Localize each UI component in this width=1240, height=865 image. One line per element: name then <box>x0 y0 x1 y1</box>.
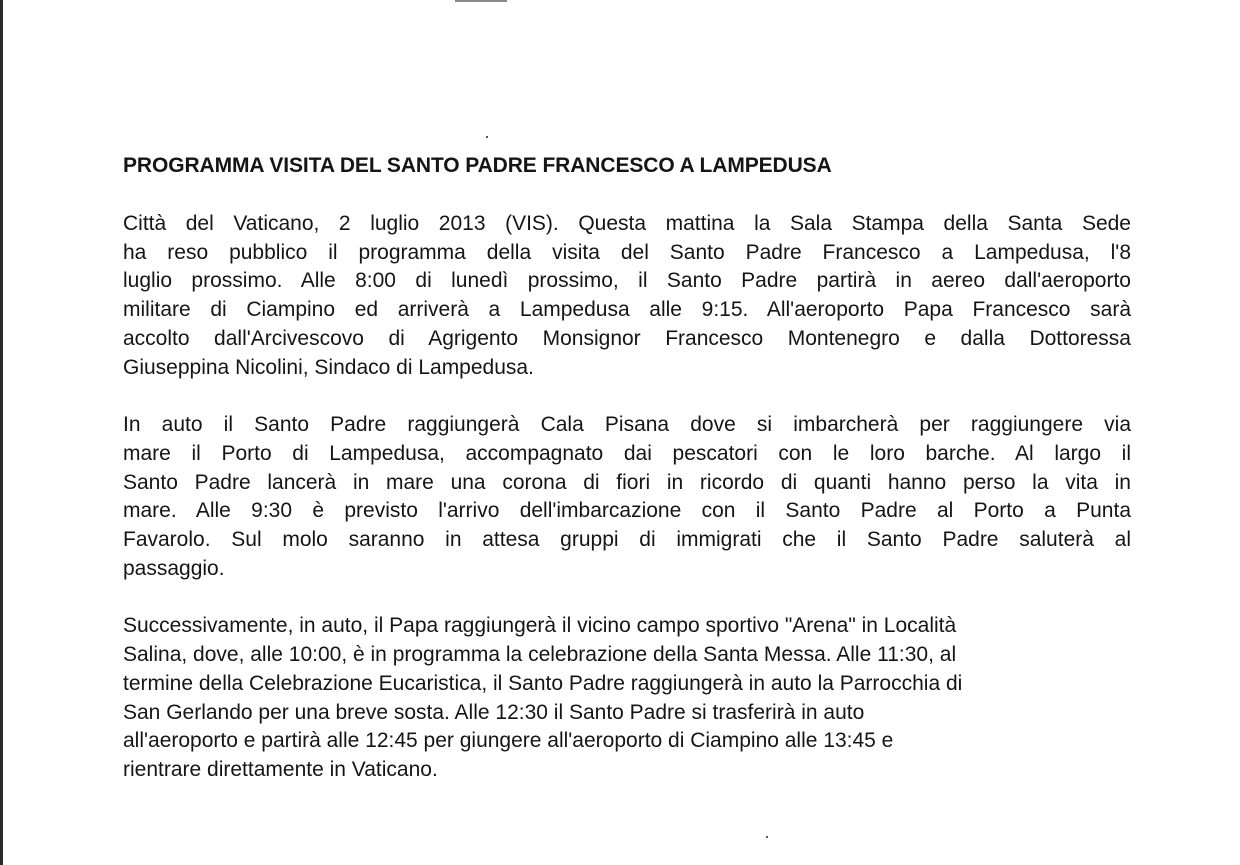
document-page <box>123 152 1131 814</box>
paragraph-3 <box>123 612 1131 784</box>
text-line: Santo Padre lancerà in mare una corona di fiori in ricordo di quanti hanno perso la vita in <box>123 470 1131 494</box>
scan-artifact-dot <box>766 836 768 838</box>
paragraph-1 <box>123 210 1131 382</box>
document-title: PROGRAMMA VISITA DEL SANTO PADRE FRANCESCO A LAMPEDUSA <box>123 154 832 177</box>
text-line: Favarolo. Sul molo saranno in attesa gruppi di immigrati che il Santo Padre saluterà al <box>123 528 1131 552</box>
text-line: all'aeroporto e partirà alle 12:45 per giungere all'aeroporto di Ciampino alle 13:45 e <box>123 729 894 753</box>
text-line: termine della Celebrazione Eucaristica, il Santo Padre raggiungerà in auto la Parrocchia di <box>123 671 963 695</box>
scan-artifact-dot <box>486 136 488 138</box>
text-line: passaggio. <box>123 556 225 580</box>
text-line: accolto dall'Arcivescovo di Agrigento Monsignor Francesco Montenegro e dalla Dottoressa <box>123 326 1131 350</box>
text-line: Giuseppina Nicolini, Sindaco di Lampedusa. <box>123 355 534 379</box>
paragraph-2 <box>123 411 1131 583</box>
text-line: mare. Alle 9:30 è previsto l'arrivo dell'imbarcazione con il Santo Padre al Porto a Punta <box>123 499 1131 523</box>
scan-left-edge <box>0 0 3 865</box>
text-line: Successivamente, in auto, il Papa raggiungerà il vicino campo sportivo "Arena" in Località <box>123 614 957 638</box>
text-line: militare di Ciampino ed arriverà a Lampedusa alle 9:15. All'aeroporto Papa Francesco sarà <box>123 298 1131 322</box>
text-line: ha reso pubblico il programma della visita del Santo Padre Francesco a Lampedusa, l'8 <box>123 240 1131 264</box>
text-line: mare il Porto di Lampedusa, accompagnato dai pescatori con le loro barche. Al largo il <box>123 441 1131 465</box>
scan-artifact-top <box>455 0 507 2</box>
text-line: Città del Vaticano, 2 luglio 2013 (VIS). Questa mattina la Sala Stampa della Santa Sede <box>123 212 1131 235</box>
text-line: San Gerlando per una breve sosta. Alle 12:30 il Santo Padre si trasferirà in auto <box>123 700 865 724</box>
text-line: In auto il Santo Padre raggiungerà Cala Pisana dove si imbarcherà per raggiungere via <box>123 413 1131 437</box>
text-line: rientrare direttamente in Vaticano. <box>123 757 438 781</box>
text-line: Salina, dove, alle 10:00, è in programma la celebrazione della Santa Messa. Alle 11:30, al <box>123 643 957 667</box>
text-line: luglio prossimo. Alle 8:00 di lunedì prossimo, il Santo Padre partirà in aereo dall'aeroporto <box>123 269 1131 293</box>
